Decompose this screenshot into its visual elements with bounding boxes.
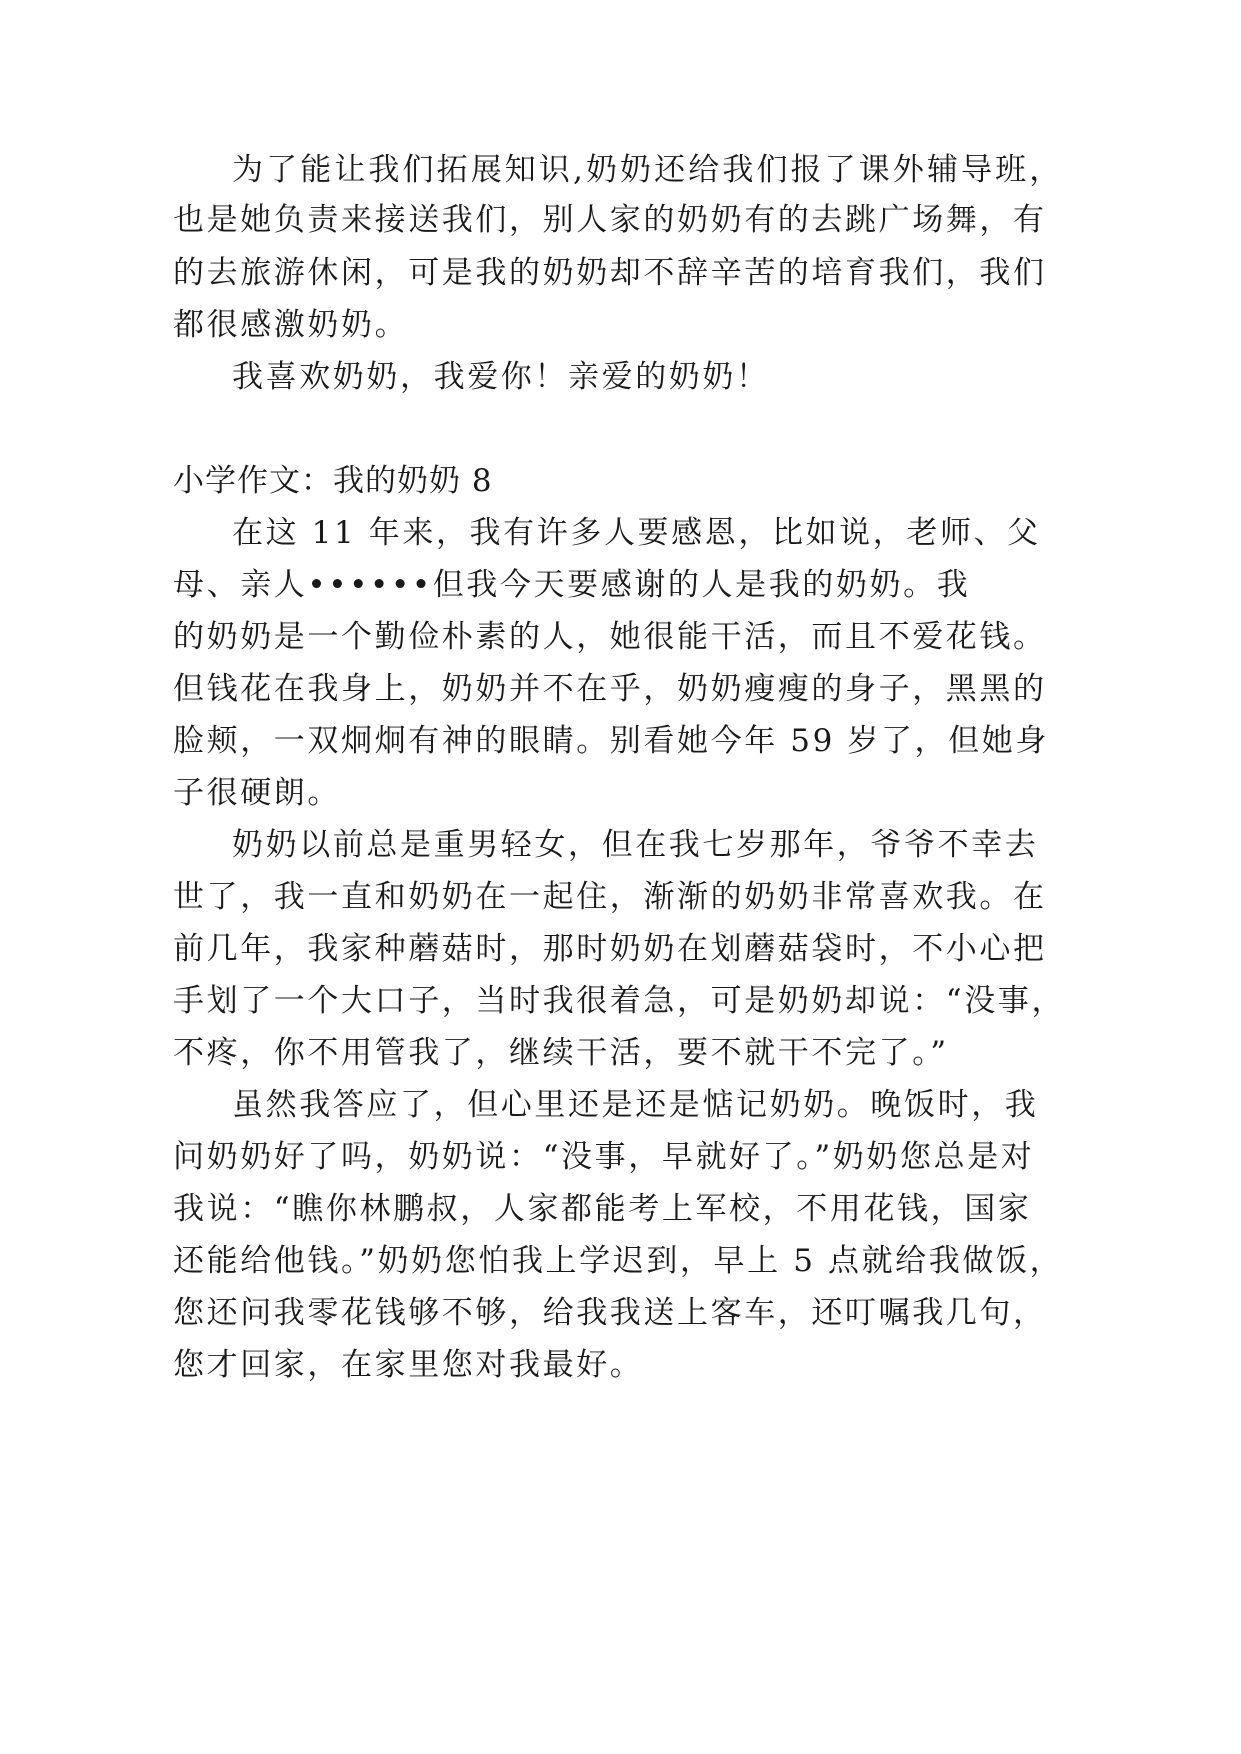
text-line: 但钱花在我身上，奶奶并不在乎，奶奶瘦瘦的身子，黑黑的 (173, 671, 1047, 707)
text-line: 的奶奶是一个勤俭朴素的人，她很能干活，而且不爱花钱。 (173, 619, 1047, 655)
text-line: 虽然我答应了，但心里还是还是惦记奶奶。晚饭时，我 (232, 1087, 1039, 1123)
text-line: 我说：“瞧你林鹏叔，人家都能考上军校，不用花钱，国家 (173, 1191, 1032, 1227)
text-line: 您才回家，在家里您对我最好。 (173, 1347, 644, 1383)
text-line: 不疼，你不用管我了，继续干活，要不就干不完了。” (173, 1035, 949, 1071)
text-line: 母、亲人••••••但我今天要感谢的人是我的奶奶。我 (173, 567, 971, 603)
text-line: 在这 11 年来，我有许多人要感恩，比如说，老师、父 (232, 515, 1041, 551)
text-line: 世了，我一直和奶奶在一起住，渐渐的奶奶非常喜欢我。在 (173, 879, 1047, 915)
text-line: 也是她负责来接送我们，别人家的奶奶有的去跳广场舞，有 (173, 202, 1047, 238)
text-line: 前几年，我家种蘑菇时，那时奶奶在划蘑菇袋时，不小心把 (173, 931, 1047, 967)
text-line: 问奶奶好了吗，奶奶说：“没事，早就好了。”奶奶您总是对 (173, 1139, 1035, 1175)
text-line: 为了能让我们拓展知识,奶奶还给我们报了课外辅导班， (232, 152, 1064, 188)
text-line: 还能给他钱。”奶奶您怕我上学迟到，早上 5 点就给我做饭， (173, 1243, 1064, 1279)
text-line: 手划了一个大口子，当时我很着急，可是奶奶却说：“没事， (173, 983, 1066, 1019)
text-line: 子很硬朗。 (173, 775, 341, 811)
text-line: 都很感激奶奶。 (173, 307, 409, 343)
section-title: 小学作文：我的奶奶 8 (173, 463, 493, 499)
text-line: 奶奶以前总是重男轻女，但在我七岁那年，爷爷不幸去 (232, 827, 1039, 863)
text-line: 我喜欢奶奶，我爱你！亲爱的奶奶！ (232, 359, 770, 395)
text-line: 脸颊，一双炯炯有神的眼睛。别看她今年 59 岁了，但她身 (173, 723, 1049, 759)
text-line: 您还问我零花钱够不够，给我我送上客车，还叮嘱我几句， (173, 1295, 1047, 1331)
text-line: 的去旅游休闲，可是我的奶奶却不辞辛苦的培育我们，我们 (173, 255, 1047, 291)
